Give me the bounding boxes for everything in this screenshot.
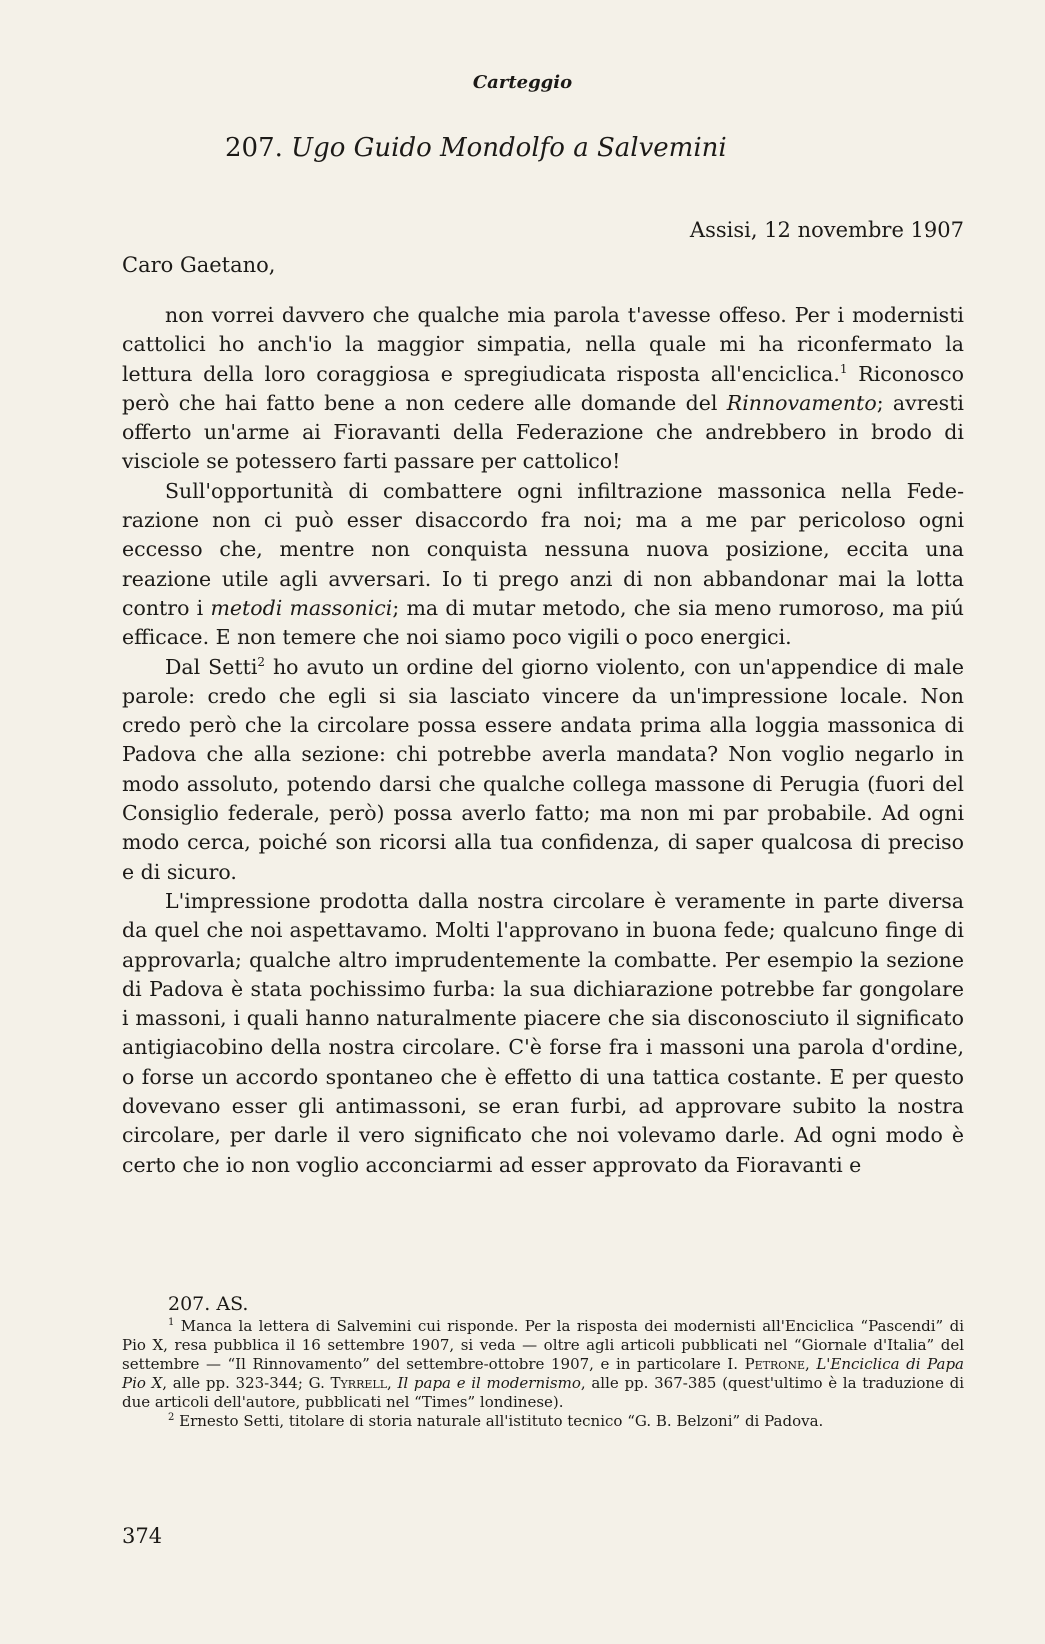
footnote-mark: 1 xyxy=(168,1317,175,1328)
letter-title: Ugo Guido Mondolfo a Salvemini xyxy=(291,133,727,163)
text-run: non vorrei davvero che qualche mia parola t'avesse offeso. Per i modernisti cattolici ho anch'io la maggior simpatia, nella quale mi ha riconfermato la lettura della loro coraggiosa e spregiudicata risposta all'enciclica. xyxy=(122,303,964,386)
author-name: Petrone xyxy=(744,1355,805,1373)
text-run: , alle pp. 367-385 (quest'ultimo è la traduzione di due articoli dell'autore, pubblicati nel “Times” londinese). xyxy=(122,1374,964,1411)
text-run: ; ma di mutar metodo, che sia meno rumoroso, ma piú efficace. E non temere che noi siamo poco vigili o poco energici. xyxy=(122,595,965,650)
text-run: ; avresti offerto un'arme ai Fioravanti della Federazione che andrebbero in brodo di visciole se potessero farti passare per cattolico! xyxy=(122,390,964,474)
author-name: Tyrrell xyxy=(330,1374,388,1392)
text-run: Sull'opportunità di combattere ogni infiltrazione massonica nella Federazione non ci può esser disaccordo fra noi; ma a me par pericoloso ogni eccesso che, mentre non conquista nessuna nuova posizione, eccita una reazione utile agli avversari. Io ti prego anzi di non abbandonar mai la lotta contro i xyxy=(122,478,964,620)
emphasis: metodi massonici xyxy=(210,595,393,620)
paragraph: L'impressione prodotta dalla nostra circolare è veramente in parte diversa da quel che noi aspettavamo. Molti l'approvano in buona fede; qualcuno finge di approvarla; qualche altro imprudentemente la combatte. Per esempio la sezione di Padova è stata pochissimo furba: la sua dichiarazione potrebbe far gongolare i massoni, i quali hanno naturalmente piacere che sia disconosciuto il significato antigiacobino della nostra circolare. C'è forse fra i massoni una parola d'ordine, o forse un accordo spontaneo che è effetto di una tattica costante. E per questo dovevano esser gli antimassoni, se eran furbi, ad approvare subito la nostra circolare, per darle il vero significato che noi volevamo darle. Ad ogni modo è certo che io non voglio acconciarmi ad esser approvato da Fioravanti e xyxy=(122,888,964,1177)
footnote-ref-2: 2 xyxy=(257,654,266,669)
text-run: , alle pp. 323-344; G. xyxy=(162,1374,331,1392)
letter-number: 207. xyxy=(225,133,283,163)
paragraph xyxy=(122,301,964,477)
text-run: ho avuto un ordine del giorno violento, con un'appendice di male parole: credo che egli si sia lasciato vincere da un'impressione locale. Non credo però che la circolare possa essere andata prima alla loggia massonica di Padova che alla sezione: chi potrebbe averla mandata? Non voglio negarlo in modo assoluto, potendo darsi che qualche collega massone di Perugia (fuori del Consiglio federale, però) possa averlo fatto; ma non mi par probabile. Ad ogni modo cerca, poiché son ricorsi alla tua confidenza, di saper qualcosa di preciso e di sicuro. xyxy=(122,654,964,884)
text-run: , xyxy=(804,1355,817,1373)
footnotes xyxy=(122,1317,964,1431)
text-run: , xyxy=(387,1374,398,1392)
footnote-ref-1: 1 xyxy=(839,361,848,376)
footnote-2 xyxy=(122,1412,964,1431)
notes-heading: 207. AS. xyxy=(168,1293,249,1315)
dateline: Assisi, 12 novembre 1907 xyxy=(689,218,964,242)
letter-body xyxy=(122,301,964,1180)
paragraph xyxy=(122,477,964,653)
salutation: Caro Gaetano, xyxy=(122,253,276,277)
running-head: Carteggio xyxy=(472,72,573,93)
journal-title: Rinnovamento xyxy=(726,390,877,415)
text-run: Ernesto Setti, titolare di storia naturale all'istituto tecnico “G. B. Belzoni” di Padova. xyxy=(174,1412,824,1430)
work-title: L'Enciclica di Papa Pio X xyxy=(122,1355,964,1392)
paragraph xyxy=(122,653,964,887)
letter-heading xyxy=(225,133,727,163)
page-number: 374 xyxy=(122,1524,163,1548)
text-run: Manca la lettera di Salvemini cui risponde. Per la risposta dei modernisti all'Enciclica “Pascendi” di Pio X, resa pubblica il 16 settembre 1907, si veda — oltre agli articoli pubblicati nel “Giornale d'Italia” del settembre — “Il Rinnovamento” del settembre-ottobre 1907, e in particolare I. xyxy=(122,1317,964,1373)
footnote-1 xyxy=(122,1317,964,1412)
text-run: Dal Setti xyxy=(165,654,258,679)
text-run: Riconosco però che hai fatto bene a non cedere alle domande del xyxy=(122,361,964,415)
work-title: Il papa e il modernismo xyxy=(397,1374,581,1392)
footnote-mark: 2 xyxy=(168,1412,175,1423)
